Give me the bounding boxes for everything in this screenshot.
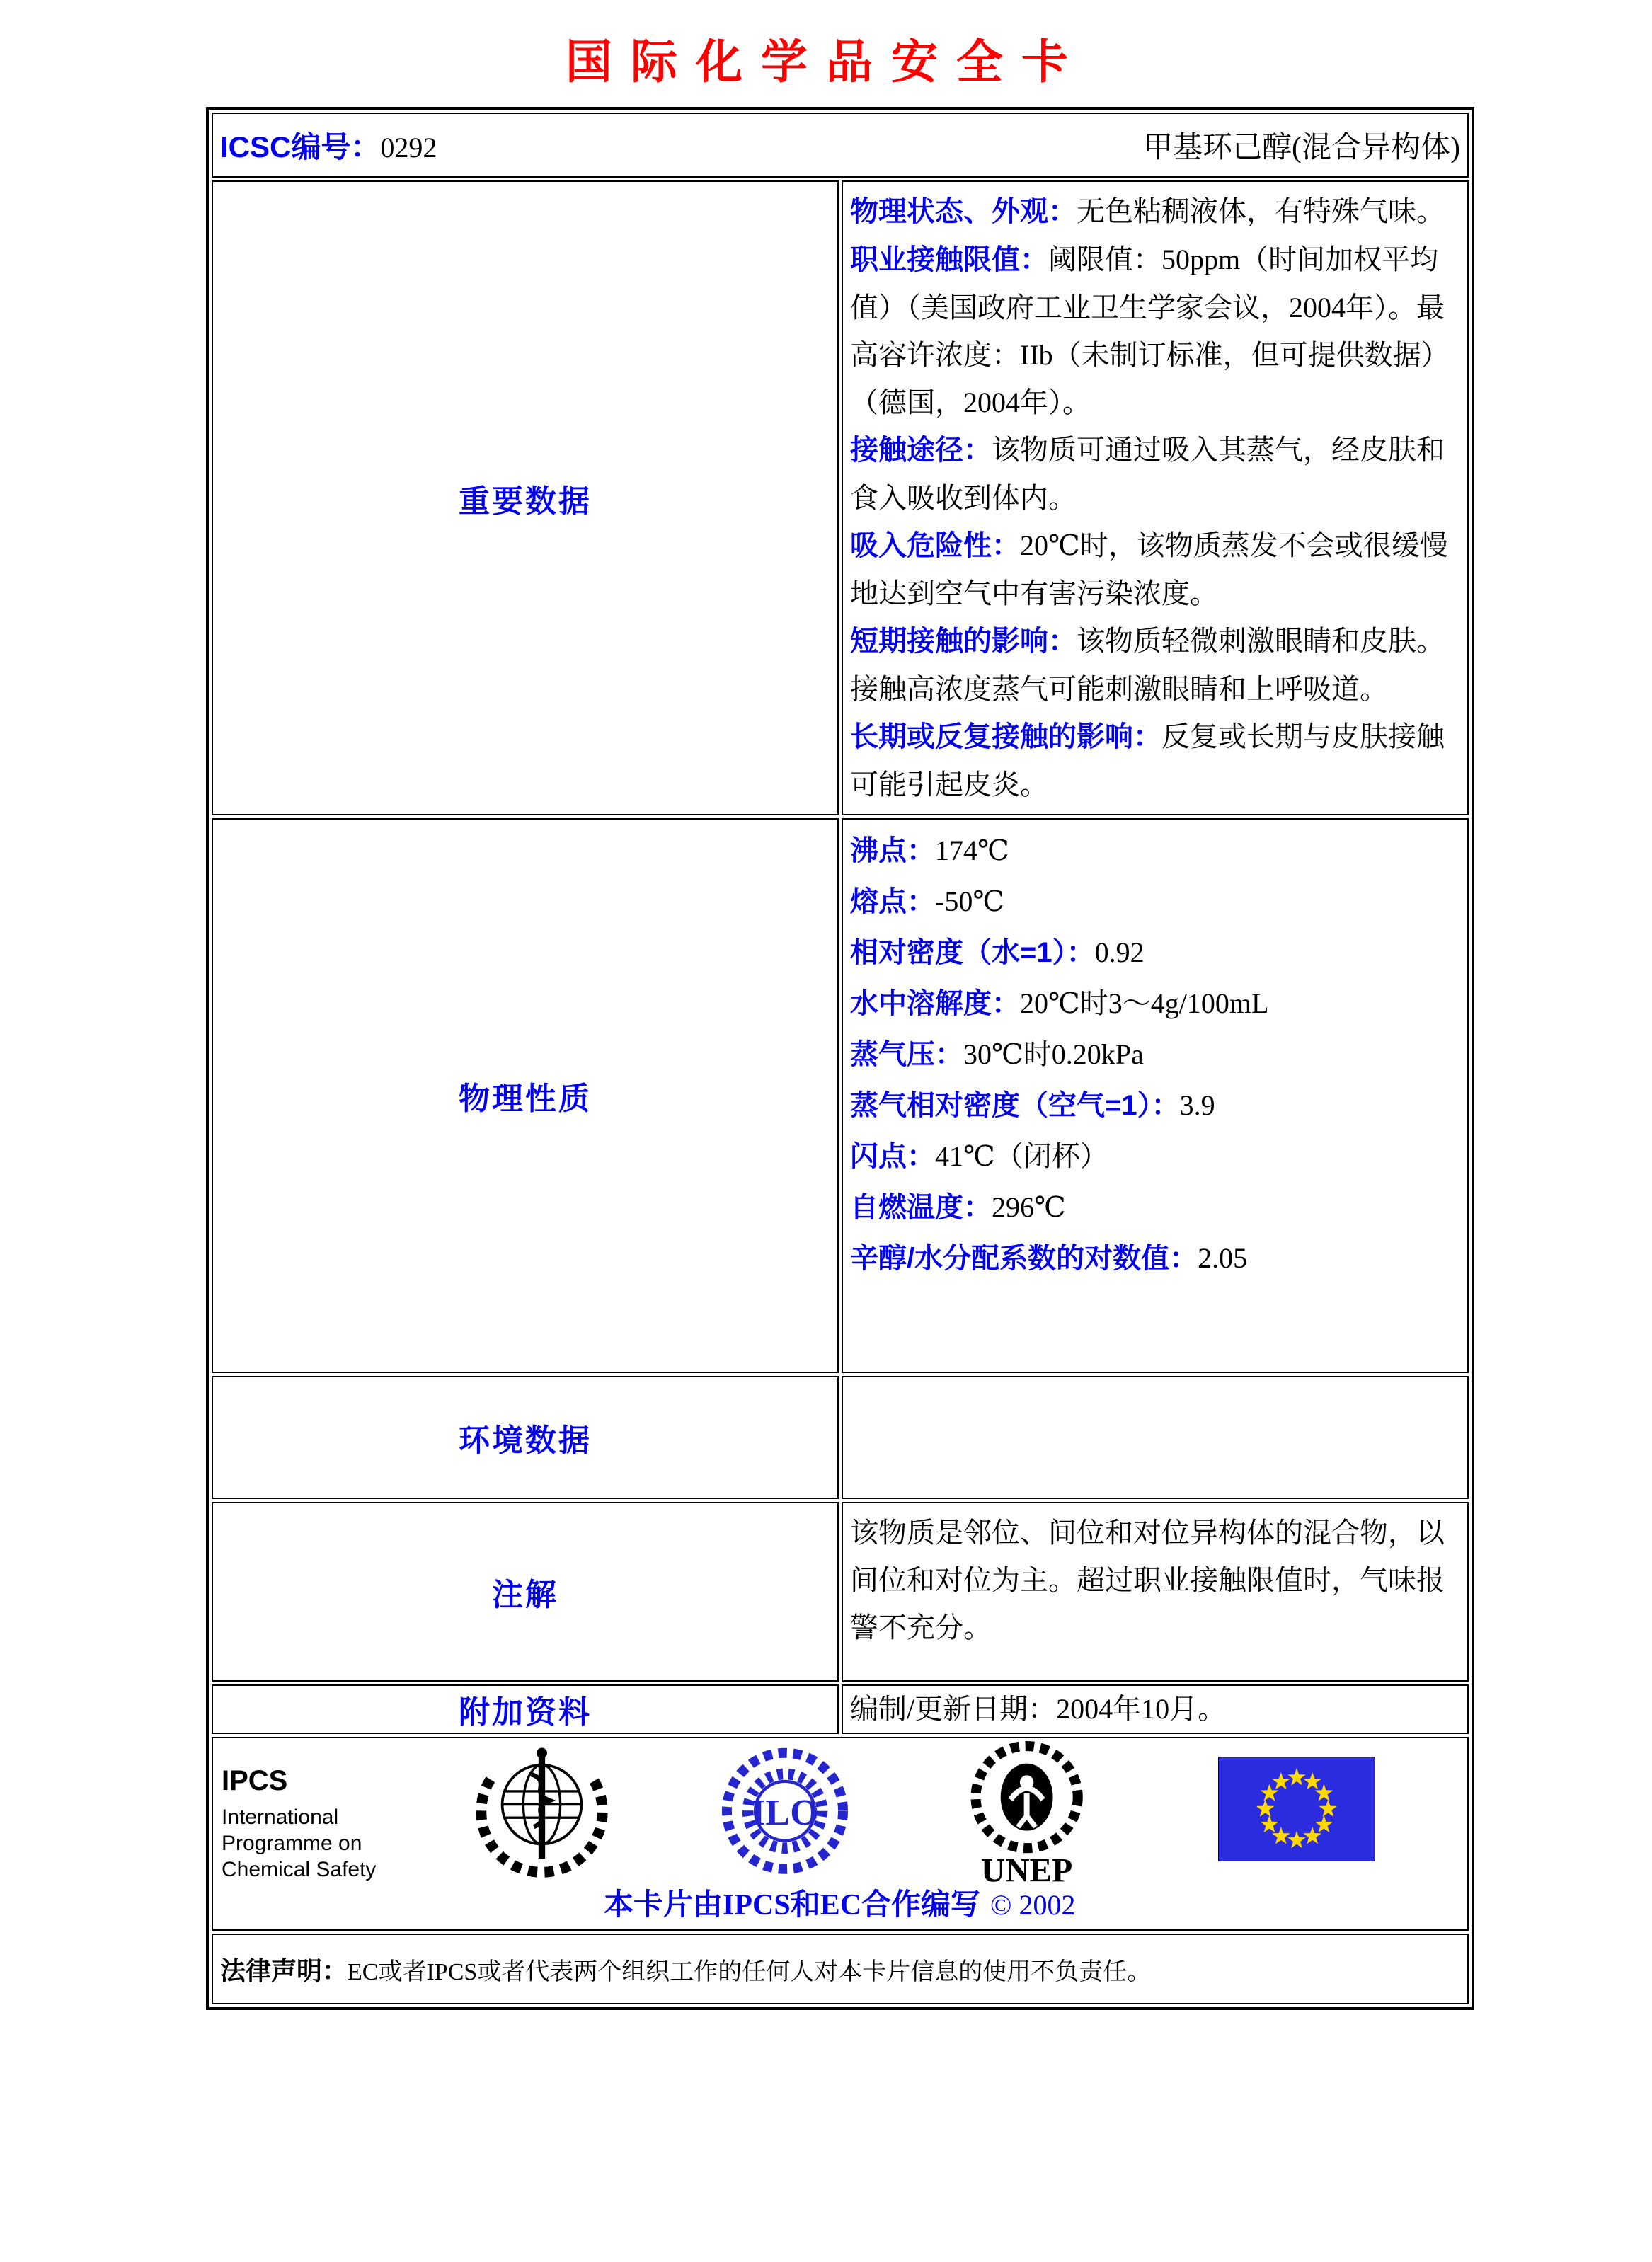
section-label-notes: 注解 [212,1502,839,1682]
physical-item [850,978,1457,1029]
icsc-number-label: ICSC编号： [220,130,381,163]
physical-item [850,1029,1457,1080]
icsc-number-value: 0292 [380,132,437,163]
item-label: 吸入危险性： [850,530,1020,561]
important-item [850,522,1457,617]
item-text: 30℃时0.20kPa [963,1038,1144,1070]
ipcs-title: IPCS [222,1765,288,1796]
item-text: 无色粘稠液体，有特殊气味。 [1077,195,1445,227]
legal-label: 法律声明： [220,1956,348,1985]
ipcs-subtitle-line: Programme on [222,1832,362,1855]
item-label: 接触途径： [850,435,992,466]
item-label: 沸点： [850,835,935,866]
caption-text: 本卡片由IPCS和EC合作编写 [604,1889,981,1922]
copyright-text: © 2002 [990,1889,1076,1921]
section-label-additional-info: 附加资料 [212,1684,839,1734]
additional-info-content [842,1684,1469,1734]
icsc-number-group [220,124,437,166]
additional-info-text: 编制/更新日期：2004年10月。 [850,1693,1227,1725]
important-item [850,236,1457,426]
footer-row [212,1737,1469,1931]
page-title: 国际化学品安全卡 [566,37,1086,88]
item-label: 职业接触限值： [850,244,1048,275]
cooperation-caption [604,1881,1075,1924]
physical-item [850,1182,1457,1233]
environmental-data-content [842,1376,1469,1499]
unep-letters: UNEP [981,1852,1073,1890]
section-label-environmental-data: 环境数据 [212,1376,839,1499]
important-item [850,426,1457,522]
ilo-letters: ILO [750,1791,820,1833]
item-label: 自燃温度： [850,1192,992,1223]
item-label: 相对密度（水=1）： [850,937,1095,968]
section-label-physical-properties: 物理性质 [212,818,839,1373]
item-text: 41℃（闭杯） [935,1140,1108,1172]
physical-item [850,876,1457,927]
notes-content [842,1502,1469,1682]
icsc-table [206,107,1474,2010]
item-label: 长期或反复接触的影响： [850,721,1161,752]
unep-logo [962,1741,1093,1890]
item-label: 蒸气压： [850,1039,963,1070]
who-logo [469,1743,614,1888]
physical-item [850,927,1457,978]
ipcs-text-block [222,1765,376,1883]
item-text: 20℃时3～4g/100mL [1020,987,1269,1019]
important-data-content [842,180,1469,815]
notes-text: 该物质是邻位、间位和对位异构体的混合物，以间位和对位为主。超过职业接触限值时，气味报警不充分。 [850,1517,1445,1643]
physical-item [850,1080,1457,1131]
physical-item [850,1233,1457,1284]
legal-cell [212,1934,1469,2004]
notes-row [212,1502,1469,1682]
substance-name: 甲基环己醇(混合异构体) [1143,132,1460,164]
important-item [850,713,1457,808]
ipcs-subtitle-line: Chemical Safety [222,1858,377,1881]
item-label: 短期接触的影响： [850,626,1077,657]
item-text: 反复或长期与皮肤接触可能引起皮炎。 [850,720,1445,800]
ilo-logo [717,1747,853,1883]
item-text: 296℃ [992,1191,1066,1223]
item-label: 蒸气相对密度（空气=1）： [850,1090,1180,1121]
section-label-important-data: 重要数据 [212,180,839,815]
item-label: 辛醇/水分配系数的对数值： [850,1243,1198,1274]
additional-info-row [212,1684,1469,1734]
important-data-row [212,180,1469,815]
physical-properties-row [212,818,1469,1373]
item-text: 阈限值：50ppm（时间加权平均值）（美国政府工业卫生学家会议，2004年）。最高容许浓度：IIb（未制订标准，但可提供数据）（德国，2004年）。 [850,243,1450,418]
environmental-data-row [212,1376,1469,1499]
item-text: 0.92 [1094,936,1145,968]
item-text: 20℃时，该物质蒸发不会或很缓慢地达到空气中有害污染浓度。 [850,529,1448,609]
footer-cell [212,1737,1469,1931]
item-text: -50℃ [935,885,1005,917]
physical-item [850,1131,1457,1182]
eu-flag [1218,1757,1375,1861]
item-label: 闪点： [850,1141,935,1172]
item-label: 水中溶解度： [850,988,1020,1019]
physical-item [850,825,1457,876]
important-item [850,617,1457,713]
item-text: 3.9 [1179,1089,1215,1121]
item-text: 该物质可通过吸入其蒸气，经皮肤和食入吸收到体内。 [850,434,1445,514]
item-text: 该物质轻微刺激眼睛和皮肤。接触高浓度蒸气可能刺激眼睛和上呼吸道。 [850,625,1445,705]
legal-text: EC或者IPCS或者代表两个组织工作的任何人对本卡片信息的使用不负责任。 [348,1958,1152,1985]
legal-row [212,1934,1469,2004]
physical-properties-content [842,818,1469,1373]
item-text: 174℃ [935,834,1009,866]
item-label: 熔点： [850,886,935,917]
item-label: 物理状态、外观： [850,196,1077,227]
header-cell [212,113,1469,178]
header-row [212,113,1469,178]
important-item [850,188,1457,236]
item-text: 2.05 [1198,1242,1248,1274]
ipcs-subtitle-line: International [222,1805,339,1829]
